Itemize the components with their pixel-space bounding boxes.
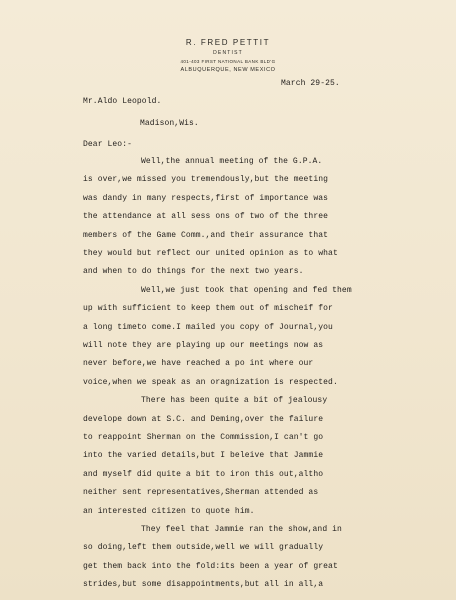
body-line: a long timeto come.I mailed you copy of Journal,you (83, 323, 333, 332)
body-line: so doing,left them outside,well we will gradually (83, 543, 324, 552)
body-line: and myself did quite a bit to iron this out,altho (83, 470, 324, 479)
body-line: get them back into the fold:its been a year of great (83, 562, 338, 571)
body-line: never before,we have reached a po int where our (83, 359, 314, 368)
letter-date: March 29-25. (281, 79, 340, 88)
body-line: up with sufficient to keep them out of mischeif for (83, 304, 333, 313)
body-line: members of the Game Comm.,and their assurance that (83, 231, 329, 240)
body-line: and when to do things for the next two years. (83, 267, 304, 276)
body-line: Well,the annual meeting of the G.P.A. (141, 157, 323, 166)
body-line: is over,we missed you tremendously,but the meeting (83, 175, 329, 184)
body-line: There has been quite a bit of jealousy (141, 396, 328, 405)
body-line: They feel that Jammie ran the show,and in (141, 525, 342, 534)
letterhead-title: DENTIST (213, 50, 243, 56)
recipient-city: Madison,Wis. (140, 119, 199, 128)
body-line: they would but reflect our united opinion as to what (83, 249, 338, 258)
body-line: neither sent representatives,Sherman attended as (83, 488, 319, 497)
letterhead-city: ALBUQUERQUE, NEW MEXICO (180, 67, 276, 73)
recipient-name: Mr.Aldo Leopold. (83, 97, 162, 106)
body-line: an interested citizen to quote him. (83, 507, 255, 516)
salutation: Dear Leo:- (83, 140, 133, 149)
letterhead-name: R. FRED PETTIT (185, 38, 271, 47)
body-line: to reappoint Sherman on the Commission,I can't go (83, 433, 324, 442)
body-line: was dandy in many respects,first of importance was (83, 194, 329, 203)
body-line: Well,we just took that opening and fed them (141, 286, 352, 295)
body-line: the attendance at all sess ons of two of the three (83, 212, 329, 221)
body-line: develope down at S.C. and Deming,over the failure (83, 415, 324, 424)
body-line: strides,but some disappointments,but all in all,a (83, 580, 324, 589)
letterhead-address: 401-403 FIRST NATIONAL BANK BLD'G (180, 59, 276, 64)
body-line: voice,when we speak as an oragnization is respected. (83, 378, 338, 387)
body-line: will note they are playing up our meetings now as (83, 341, 324, 350)
body-line: into the varied details,but I beleive that Jammie (83, 451, 324, 460)
